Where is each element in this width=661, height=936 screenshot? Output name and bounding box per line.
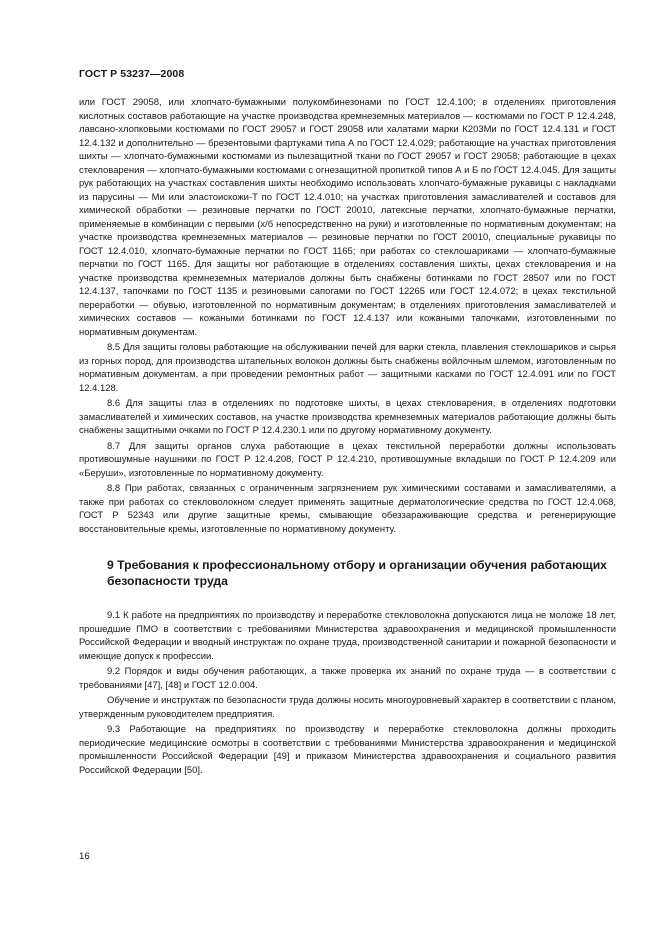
section-9-title: 9 Требования к профессиональному отбору и организации обучения работающих безопасности труда: [107, 558, 607, 588]
paragraph-8-8: 8.8 При работах, связанных с ограниченным загрязнением рук химическими составами и замасливателями, а также при работах со стекловолокном следует применять защитные дерматологические средства по ГОСТ 12.4.068, ГОСТ Р 52343 или другие защитные кремы, смывающие обеззараживающие средства и регенерирующие восстановительные кремы, изготовленные по нормативному документу.: [79, 483, 616, 535]
paragraph-8-7: 8.7 Для защиты органов слуха работающие в цехах текстильной переработки должны использовать противошумные наушники по ГОСТ Р 12.4.208, ГОСТ Р 12.4.210, противошумные вкладыши по ГОСТ Р 12.4.209 или «Беруши», изготовленные по нормативному документу.: [79, 440, 616, 479]
paragraph-9-3: 9.3 Работающие на предприятиях по производству и переработке стекловолокна должны проходить периодические медицинские осмотры в соответствии с требованиями Министерства здравоохранения и медицинской промышленности Российской Федерации [49] и приказом Министерства здравоохранения и социального развития Российской Федерации [50].: [79, 724, 616, 776]
document-body: [79, 96, 616, 777]
document-header: ГОСТ Р 53237—2008: [79, 68, 185, 80]
paragraph-9-1: 9.1 К работе на предприятиях по производству и переработке стекловолокна допускаются лица не моложе 18 лет, прошедшие ПМО в соответствии с требованиями Министерства здравоохранения и медицинской промышленности Российской Федерации и вводный инструктаж по охране труда, производственной санитарии и пожарной безопасности и имеющие допуск к профессии.: [79, 610, 616, 662]
paragraph-8-6: 8.6 Для защиты глаз в отделениях по подготовке шихты, в цехах стекловарения, в отделениях подготовки замасливателей и химических составов, на участке производства кремнеземных материалов работающие должны быть снабжены защитными очками по ГОСТ Р 12.4.230.1 или по другому нормативному документу.: [79, 398, 616, 436]
paragraph-training: Обучение и инструктаж по безопасности труда должны носить многоуровневый характер в соответствии с планом, утвержденным руководителем предприятия.: [79, 695, 616, 720]
paragraph-continuation: или ГОСТ 29058, или хлопчато-бумажными полукомбинезонами по ГОСТ 12.4.100; в отделениях приготовления кислотных составов работающие на участке производства кремнеземных материалов — костюмами по ГОСТ Р 12.4.248, лавсано-хлопковыми костюмами по ГОСТ 29057 и ГОСТ 29058 или халатами марки К203Ми по ГОСТ 12.4.131 и ГОСТ 12.4.132 и дополнительно — брезентовыми фартуками типа А по ГОСТ 12.4.029; работающие на участках приготовления шихты — хлопчато-бумажными костюмами из пылезащитной ткани по ГОСТ 29057 и ГОСТ 29058; работающие в цехах стекловарения — хлопчато-бумажными костюмами с огнезащитной пропиткой типов А и Б по ГОСТ 12.4.045. Для защиты рук работающих на участках составления шихты необходимо использовать хлопчато-бумажные рукавицы с накладками из парусины — Ми или эластоискожи-Т по ГОСТ 12.4.010; на участках приготовления замасливателей и составов для химической обработки — резиновые перчатки по ГОСТ 20010, латексные перчатки, хлопчато-бумажные перчатки, применяемые в комбинации с первыми (х/б непосредственно на руки) и изготовленные по нормативным документам; на участке производства кремнеземных материалов — резиновые перчатки по ГОСТ 20010, специальные рукавицы по ГОСТ 12.4.010, хлопчато-бумажные перчатки по ГОСТ 1165; при работах со стеклошариками — хлопчато-бумажные перчатки по ГОСТ 1165. Для защиты ног работающие в отделениях составления шихты, цехах стекловарения и на участке производства кремнеземных материалов должны быть снабжены ботинками по ГОСТ 28507 или по ГОСТ 12.4.137, тапочками по ГОСТ 1135 и резиновыми сапогами по ГОСТ 12265 или ГОСТ 12.4.072; в цехах текстильной переработки — обувью, изготовленной по нормативным документам; в отделениях приготовления замасливателей и химических составов — кожаными ботинками по ГОСТ 12.4.137 или кожаными тапочками, изготовленными по нормативным документам.: [79, 97, 616, 338]
paragraph-8-5: 8.5 Для защиты головы работающие на обслуживании печей для варки стекла, плавления стеклошариков и сырья из горных пород, для производства штапельных волокон должны быть снабжены войлочным шлемом, изготовленным по нормативным документам, а при проведении ремонтных работ — защитными касками по ГОСТ 12.4.091 или по ГОСТ 12.4.128.: [79, 342, 616, 394]
paragraph-9-2: 9.2 Порядок и виды обучения работающих, а также проверка их знаний по охране труда — в соответствии с требованиями [47], [48] и ГОСТ 12.0.004.: [79, 666, 616, 691]
page-number: 16: [79, 851, 90, 862]
